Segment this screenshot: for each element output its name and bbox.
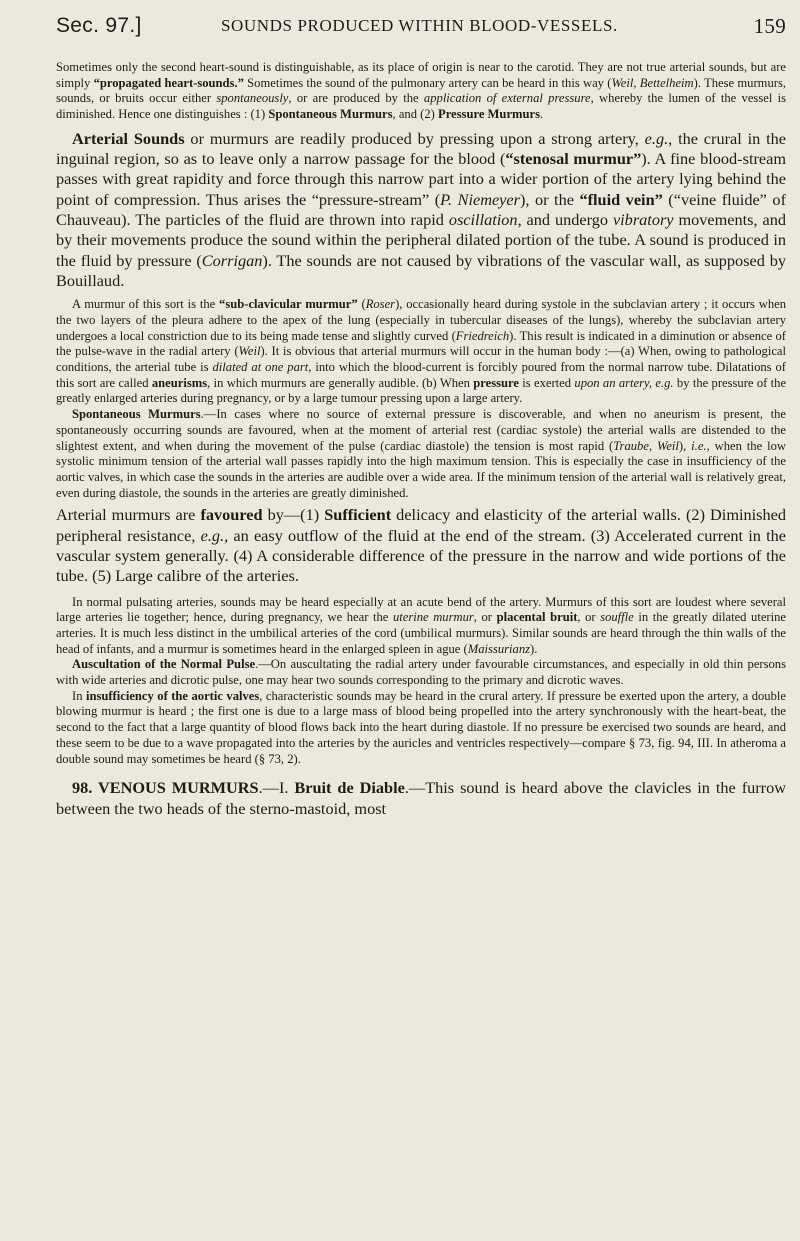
- paragraph-venous-murmurs: [56, 778, 786, 819]
- text-run: is exerted: [518, 375, 575, 390]
- text-run: (: [357, 297, 366, 312]
- paragraph-normal-pulse: [56, 657, 786, 688]
- italic-text: e.g.: [200, 525, 225, 545]
- italic-text: e.g.: [644, 128, 669, 148]
- text-run: , and (2): [392, 107, 438, 122]
- text-run: Sometimes only the second heart-sound is distinguishable, as its place of origin is near to the carotid. They are not true arterial sounds, but are simply: [56, 60, 786, 90]
- text-run: , whereby the lumen of the vessel is diminished. Hence one distinguishes : (1): [56, 91, 786, 122]
- text-run: in the greatly dilated uterine arteries. It is much less distinct in the umbilical arteries of the cord (umbilical murmurs). Similar sounds are heard through the thin walls of the head of infants, and a murmur is sometimes heard in the enlarged spleen in ague (: [56, 610, 787, 656]
- bold-term: Arterial Sounds: [72, 128, 185, 148]
- text-run: , an easy outflow of the fluid at the end of the stream. (3) Accelerated current in the vascular system generally. (4) A considerable difference of the pressure in the narrow and wide portions of the tube. (5) Large calibre of the arteries.: [56, 525, 787, 586]
- italic-text: dilated at one part: [212, 360, 309, 374]
- italic-text: Weil: [238, 344, 261, 359]
- text-run: movements, and by their movements produce the sound within the peripheral dilated portion of the tube. A sound is produced in the fluid by pressure (: [56, 210, 786, 270]
- bold-term: Auscultation of the Normal Pulse: [72, 657, 256, 672]
- bold-term: Spontaneous Murmurs: [268, 107, 393, 122]
- bold-term: “fluid vein”: [579, 189, 663, 209]
- text-run: In: [72, 688, 86, 703]
- text-run: ). These murmurs, sounds, or bruits occur either: [56, 75, 787, 106]
- text-run: , in which murmurs are generally audible. (b) When: [207, 375, 474, 390]
- italic-text: Maissurianz: [467, 641, 531, 656]
- text-run: by—(1): [262, 505, 325, 525]
- italic-text: uterine murmur: [392, 610, 474, 625]
- text-run: ), or the: [519, 189, 580, 209]
- italic-text: souffle: [600, 610, 634, 625]
- italic-text: application of external pressure: [423, 91, 591, 106]
- text-run: ). A fine blood-stream passes with great rapidity and force through this narrow part into a wider portion of the artery lying behind the point of compression. Thus arises the “pressure-stream” (: [56, 149, 787, 209]
- page-number: 159: [753, 14, 786, 38]
- paragraph-arterial-sounds: [56, 129, 786, 291]
- running-head: [56, 14, 786, 44]
- bold-term: “sub-clavicular murmur”: [219, 297, 358, 312]
- text-run: .—On auscultating the radial artery under favourable circumstances, and especially in old thin persons with wide arteries and dicrotic pulse, one may hear two sounds corresponding to the primary and dicrotic waves.: [56, 657, 786, 688]
- text-run: .—In cases where no source of external pressure is discoverable, and when no aneurism is present, the spontaneously occurring sounds are favoured, when at the moment of arterial rest (cardiac systole) the arterial walls are distended to the slightest extent, and when during the movement of the pulse (cardiac diastole) the tension is most rapid (: [56, 407, 786, 453]
- italic-text: vibratory: [612, 210, 674, 229]
- text-run: , and undergo: [517, 210, 613, 229]
- bold-term: Sufficient: [324, 505, 392, 525]
- bold-term: insufficiency of the aortic valves: [85, 688, 260, 703]
- paragraph-subclavicular-murmur: [56, 297, 786, 407]
- text-run: .—I.: [258, 778, 295, 798]
- text-run: ), occasionally heard during systole in the subclavian artery ; it occurs when the two layers of the pleura adhere to the apex of the lung (especially in tubercular diseases of the lungs), whereby the subclavian artery undergoes a local constriction due to its being made tense and slightly curved (: [56, 297, 787, 343]
- text-run: (“veine fluide” of Chauveau). The particles of the fluid are thrown into rapid: [56, 189, 786, 229]
- text-run: delicacy and elasticity of the arterial walls. (2) Diminished peripheral resistance,: [56, 505, 787, 545]
- page-body: [56, 60, 786, 819]
- text-run: ). This result is indicated in a diminution or absence of the pulse-wave in the radial artery (: [56, 328, 786, 359]
- italic-text: Roser: [365, 297, 396, 312]
- italic-text: Traube, Weil: [613, 438, 679, 453]
- paragraph-favouring-conditions: [56, 505, 786, 586]
- paragraph-spontaneous-murmurs: [56, 407, 786, 501]
- chapter-title: SOUNDS PRODUCED WITHIN BLOOD-VESSELS.: [221, 16, 618, 35]
- bold-term: Spontaneous Murmurs: [72, 407, 201, 422]
- text-run: ).: [530, 641, 538, 656]
- text-run: .—This sound is heard above the clavicles in the furrow between the two heads of the sterno-mastoid, most: [56, 778, 786, 818]
- bold-term: 98. VENOUS MURMURS: [72, 778, 259, 798]
- text-run: , or: [577, 610, 601, 625]
- bold-term: favoured: [200, 505, 263, 525]
- text-run: ). The sounds are not caused by vibrations of the vascular wall, as supposed by Bouillaud.: [56, 250, 786, 290]
- italic-text: Corrigan: [201, 250, 263, 270]
- bold-term: pressure: [473, 375, 519, 390]
- italic-text: i.e.: [691, 438, 707, 453]
- text-run: In normal pulsating arteries, sounds may be heard especially at an acute bend of the artery. Murmurs of this sort are loudest where several large arteries lie together; hence, during pregnancy, we hear the: [56, 594, 786, 625]
- bold-term: “propagated heart-sounds.”: [93, 75, 244, 90]
- bold-term: Pressure Murmurs: [438, 107, 541, 122]
- paragraph-aortic-insufficiency: [56, 689, 786, 768]
- text-run: by the pressure of the greatly enlarged arteries during pregnancy, or by a large tumour pressing upon a large artery.: [56, 375, 787, 406]
- bold-term: aneurisms: [151, 375, 208, 390]
- text-run: , the crural in the inguinal region, so as to leave only a narrow passage for the blood (: [56, 128, 786, 169]
- italic-text: spontaneously: [216, 91, 289, 106]
- text-run: , or are produced by the: [288, 91, 424, 106]
- paragraph-normal-arteries: [56, 595, 786, 658]
- text-run: ),: [678, 438, 692, 453]
- text-run: , when the low systolic minimum tension of the arterial wall passes rapidly into the high maximum tension. This is especially the case in insufficiency of the aortic valves, in which case the sounds in the arteries are audible over a wide area. If the minimum tension of the arterial wall is relatively great, even during diastole, the sounds in the arteries are greatly diminished.: [56, 438, 786, 500]
- italic-text: Friedreich: [455, 328, 510, 343]
- text-run: , or: [473, 610, 497, 625]
- italic-text: Weil, Bettelheim: [611, 75, 694, 90]
- text-run: Arterial murmurs are: [56, 505, 201, 525]
- italic-text: upon an artery, e.g.: [574, 375, 674, 390]
- text-run: Sometimes the sound of the pulmonary artery can be heard in this way (: [243, 75, 612, 90]
- bold-term: “stenosal murmur”: [505, 149, 642, 169]
- text-run: .: [540, 107, 544, 122]
- paragraph-propagated-sounds: [56, 60, 786, 123]
- text-run: , into which the blood-current is forcibly poured from the normal narrow tube. Dilatations of this sort are called: [56, 360, 787, 390]
- italic-text: P. Niemeyer: [440, 189, 520, 209]
- bold-term: Bruit de Diable: [294, 778, 405, 798]
- text-run: , characteristic sounds may be heard in the crural artery. If pressure be exerted upon the artery, a double blowing murmur is heard ; the first one is due to a large mass of blood being propelled into the artery synchronously with the heart-beat, the second to the fact that a large quantity of blood flows back into the heart during diastole. If no pressure be exercised two sounds are heard, and these seem to be due to a wave propagated into the arteries by the auricles and ventricles respectively—compare § 73, fig. 94, III. In atheroma a double sound may sometimes be heard (§ 73, 2).: [56, 688, 786, 766]
- italic-text: oscillation: [448, 210, 518, 229]
- text-run: A murmur of this sort is the: [72, 297, 220, 312]
- text-run: or murmurs are readily produced by pressing upon a strong artery,: [184, 128, 645, 148]
- text-run: ). It is obvious that arterial murmurs will occur in the human body :—(a) When, owing to pathological conditions, the arterial tube is: [56, 344, 786, 374]
- bold-term: placental bruit: [496, 610, 578, 625]
- section-label: Sec. 97.]: [56, 14, 142, 37]
